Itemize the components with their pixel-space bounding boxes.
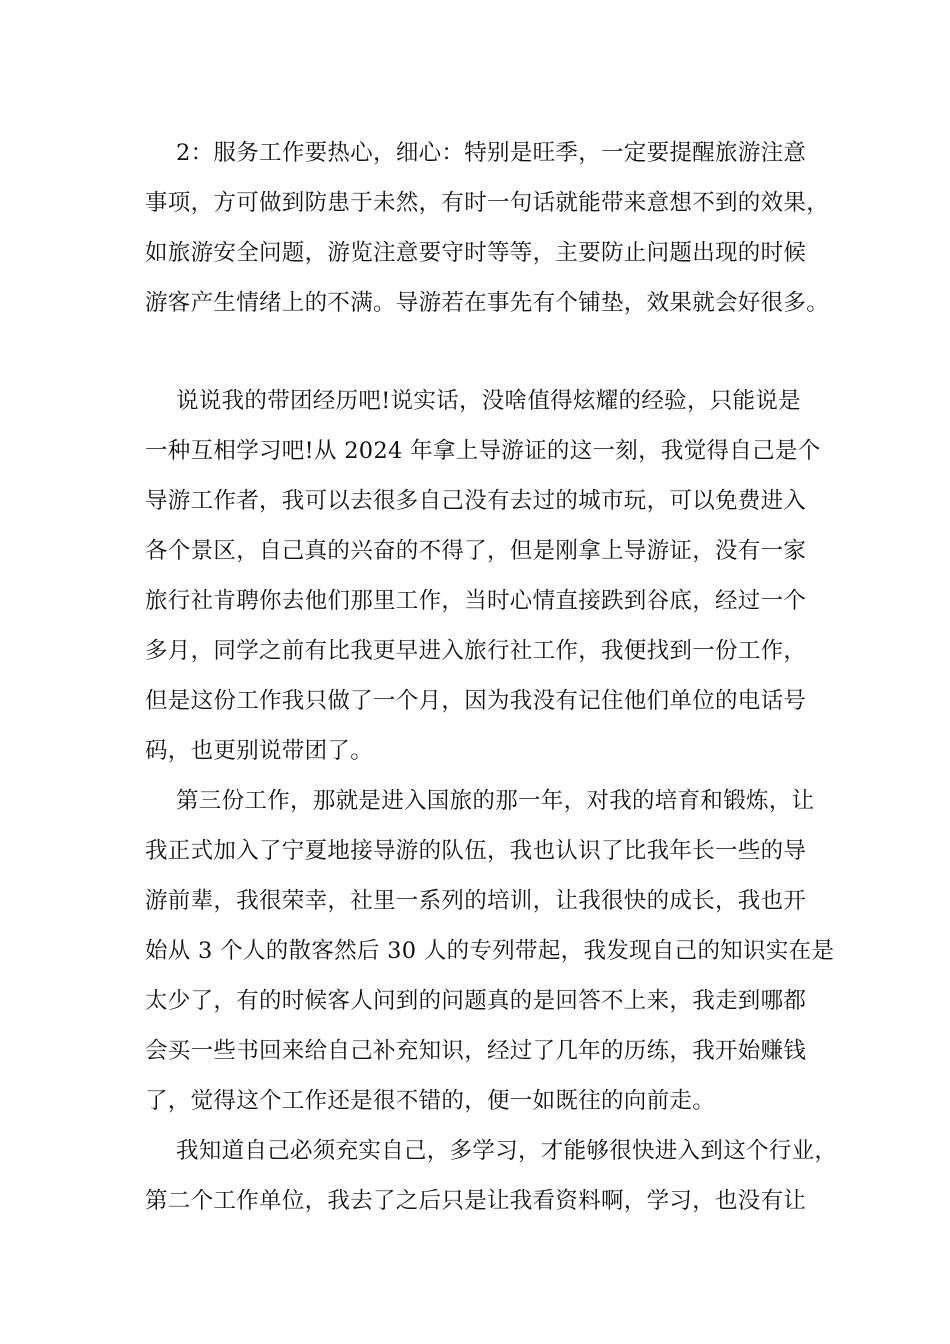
text-line: 2：服务工作要热心，细心：特别是旺季，一定要提醒旅游注意 (176, 140, 807, 166)
text-line: 一种互相学习吧!从 2024 年拿上导游证的这一刻，我觉得自己是个 (145, 438, 821, 464)
text-line: 第二个工作单位，我去了之后只是让我看资料啊，学习，也没有让 (145, 1188, 807, 1214)
text-line: 游前辈，我很荣幸，社里一系列的培训，让我很快的成长，我也开 (145, 888, 807, 914)
text-line: 始从 3 个人的散客然后 30 人的专列带起，我发现自己的知识实在是 (145, 938, 835, 964)
text-line: 但是这份工作我只做了一个月，因为我没有记住他们单位的电话号 (145, 688, 807, 714)
text-line: 多月，同学之前有比我更早进入旅行社工作，我便找到一份工作， (145, 638, 807, 664)
text-line: 我正式加入了宁夏地接导游的队伍，我也认识了比我年长一些的导 (145, 838, 807, 864)
text-line: 导游工作者，我可以去很多自己没有去过的城市玩，可以免费进入 (145, 488, 807, 514)
text-line: 太少了，有的时候客人问到的问题真的是回答不上来，我走到哪都 (145, 988, 807, 1014)
text-line: 各个景区，自己真的兴奋的不得了，但是刚拿上导游证，没有一家 (145, 538, 807, 564)
text-line: 游客产生情绪上的不满。导游若在事先有个铺垫，效果就会好很多。 (145, 290, 830, 316)
text-line: 说说我的带团经历吧!说实话，没啥值得炫耀的经验，只能说是 (176, 388, 801, 414)
text-line: 我知道自己必须充实自己，多学习，才能够很快进入到这个行业， (176, 1138, 838, 1164)
text-line: 第三份工作，那就是进入国旅的那一年，对我的培育和锻炼，让 (176, 788, 815, 814)
text-line: 事项，方可做到防患于未然，有时一句话就能带来意想不到的效果， (145, 190, 830, 216)
text-line: 码，也更别说带团了。 (145, 738, 374, 764)
text-line: 会买一些书回来给自己补充知识，经过了几年的历练，我开始赚钱 (145, 1038, 807, 1064)
text-line: 了，觉得这个工作还是很不错的，便一如既往的向前走。 (145, 1088, 716, 1114)
text-line: 旅行社肯聘你去他们那里工作，当时心情直接跌到谷底，经过一个 (145, 588, 807, 614)
text-line: 如旅游安全问题，游览注意要守时等等，主要防止问题出现的时候 (145, 240, 807, 266)
